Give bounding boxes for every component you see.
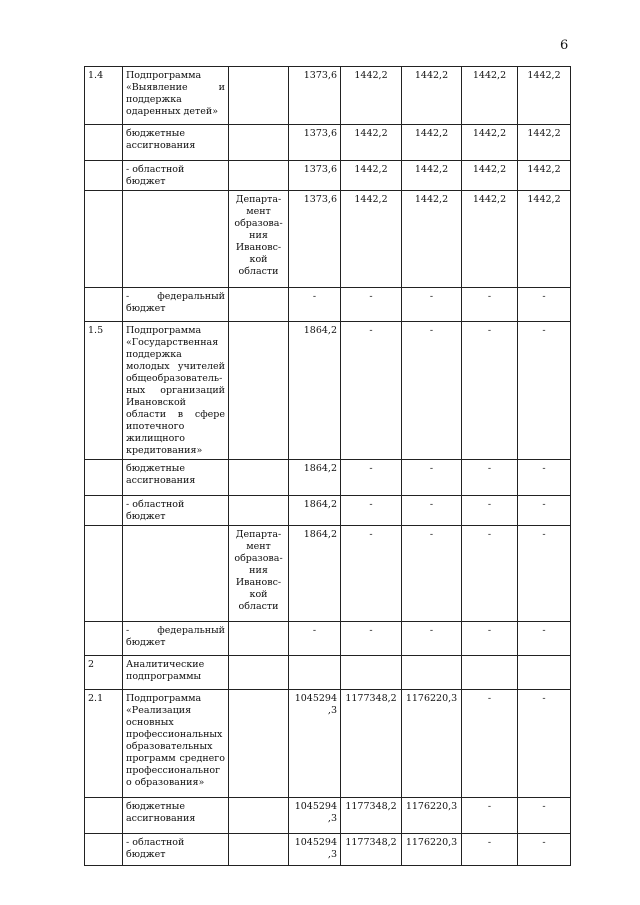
row-number bbox=[85, 526, 123, 622]
row-number bbox=[85, 460, 123, 496]
value-cell: 1442,2 bbox=[402, 161, 462, 191]
value-cell: 1442,2 bbox=[518, 191, 571, 288]
value-cell: - bbox=[402, 460, 462, 496]
value-cell: - bbox=[462, 690, 518, 798]
row-executor bbox=[229, 125, 289, 161]
value-cell: - bbox=[462, 496, 518, 526]
row-name: - областной бюджет bbox=[123, 496, 229, 526]
value-cell: 1442,2 bbox=[402, 191, 462, 288]
table-row bbox=[85, 526, 571, 622]
value-cell: - bbox=[341, 460, 402, 496]
value-cell: 1864,2 bbox=[289, 496, 341, 526]
row-executor: Департа-мент образова-ния Ивановс-кой области bbox=[229, 191, 289, 288]
row-number bbox=[85, 834, 123, 866]
value-cell: - bbox=[341, 288, 402, 322]
row-executor bbox=[229, 496, 289, 526]
row-executor bbox=[229, 460, 289, 496]
row-number bbox=[85, 125, 123, 161]
row-name: - областной бюджет bbox=[123, 834, 229, 866]
value-cell: - bbox=[462, 460, 518, 496]
value-cell: 1442,2 bbox=[402, 67, 462, 125]
value-cell: - bbox=[518, 690, 571, 798]
row-executor bbox=[229, 322, 289, 460]
row-name: - федеральный бюджет bbox=[123, 288, 229, 322]
value-cell: - bbox=[341, 622, 402, 656]
table-row bbox=[85, 834, 571, 866]
value-cell bbox=[462, 656, 518, 690]
row-number bbox=[85, 622, 123, 656]
row-name: Подпрограмма «Реализация основных профессиональных образовательных программ среднего профессионального образования» bbox=[123, 690, 229, 798]
value-cell: 1864,2 bbox=[289, 460, 341, 496]
row-number bbox=[85, 191, 123, 288]
value-cell: - bbox=[341, 526, 402, 622]
value-cell: 1045294,3 bbox=[289, 834, 341, 866]
row-name bbox=[123, 526, 229, 622]
table-row bbox=[85, 125, 571, 161]
value-cell: - bbox=[518, 526, 571, 622]
table-row bbox=[85, 656, 571, 690]
table-row bbox=[85, 161, 571, 191]
value-cell: 1442,2 bbox=[462, 125, 518, 161]
value-cell: - bbox=[518, 460, 571, 496]
value-cell: 1373,6 bbox=[289, 67, 341, 125]
value-cell: 1176220,3 bbox=[402, 798, 462, 834]
value-cell bbox=[402, 656, 462, 690]
table-row bbox=[85, 322, 571, 460]
value-cell: 1177348,2 bbox=[341, 798, 402, 834]
row-executor: Департа-мент образова-ния Ивановс-кой области bbox=[229, 526, 289, 622]
value-cell: 1045294,3 bbox=[289, 798, 341, 834]
row-executor bbox=[229, 798, 289, 834]
value-cell: - bbox=[518, 322, 571, 460]
table-row bbox=[85, 67, 571, 125]
value-cell bbox=[341, 656, 402, 690]
row-executor bbox=[229, 161, 289, 191]
value-cell: 1176220,3 bbox=[402, 690, 462, 798]
value-cell: 1864,2 bbox=[289, 322, 341, 460]
row-name: - федеральный бюджет bbox=[123, 622, 229, 656]
value-cell: - bbox=[462, 622, 518, 656]
value-cell: - bbox=[402, 322, 462, 460]
value-cell: 1442,2 bbox=[341, 191, 402, 288]
value-cell bbox=[518, 656, 571, 690]
value-cell: 1442,2 bbox=[341, 125, 402, 161]
page-number: 6 bbox=[560, 38, 569, 53]
table-row bbox=[85, 798, 571, 834]
value-cell: 1373,6 bbox=[289, 191, 341, 288]
value-cell: - bbox=[402, 622, 462, 656]
value-cell: - bbox=[341, 496, 402, 526]
value-cell: 1442,2 bbox=[341, 161, 402, 191]
table-row bbox=[85, 496, 571, 526]
value-cell: - bbox=[518, 622, 571, 656]
value-cell: 1442,2 bbox=[402, 125, 462, 161]
table-row bbox=[85, 622, 571, 656]
row-name: - областной бюджет bbox=[123, 161, 229, 191]
row-number bbox=[85, 798, 123, 834]
row-number: 2.1 bbox=[85, 690, 123, 798]
row-name: бюджетные ассигнования bbox=[123, 798, 229, 834]
row-name: бюджетные ассигнования bbox=[123, 125, 229, 161]
value-cell: - bbox=[289, 288, 341, 322]
value-cell: - bbox=[462, 526, 518, 622]
row-name: бюджетные ассигнования bbox=[123, 460, 229, 496]
value-cell: - bbox=[518, 798, 571, 834]
row-number: 1.5 bbox=[85, 322, 123, 460]
value-cell: 1177348,2 bbox=[341, 834, 402, 866]
value-cell: - bbox=[341, 322, 402, 460]
value-cell: - bbox=[289, 622, 341, 656]
table-row bbox=[85, 191, 571, 288]
value-cell: 1442,2 bbox=[518, 161, 571, 191]
row-executor bbox=[229, 67, 289, 125]
row-executor bbox=[229, 288, 289, 322]
value-cell: - bbox=[518, 288, 571, 322]
value-cell: 1177348,2 bbox=[341, 690, 402, 798]
row-name: Подпрограмма «Государственная поддержка молодых учителей общеобразователь-ных организаций Ивановской области в сфере ипотечного жилищного кредитования» bbox=[123, 322, 229, 460]
value-cell: 1373,6 bbox=[289, 125, 341, 161]
value-cell bbox=[289, 656, 341, 690]
value-cell: 1373,6 bbox=[289, 161, 341, 191]
value-cell: 1045294,3 bbox=[289, 690, 341, 798]
value-cell: 1442,2 bbox=[518, 125, 571, 161]
value-cell: 1176220,3 bbox=[402, 834, 462, 866]
value-cell: - bbox=[402, 496, 462, 526]
row-number bbox=[85, 161, 123, 191]
budget-table bbox=[84, 66, 571, 866]
row-executor bbox=[229, 656, 289, 690]
value-cell: - bbox=[462, 798, 518, 834]
row-number: 1.4 bbox=[85, 67, 123, 125]
table-row bbox=[85, 288, 571, 322]
value-cell: 1442,2 bbox=[462, 67, 518, 125]
table-row bbox=[85, 460, 571, 496]
row-executor bbox=[229, 690, 289, 798]
value-cell: - bbox=[402, 288, 462, 322]
row-number bbox=[85, 496, 123, 526]
value-cell: 1442,2 bbox=[462, 161, 518, 191]
row-name: Подпрограмма «Выявление и поддержка одаренных детей» bbox=[123, 67, 229, 125]
table-row bbox=[85, 690, 571, 798]
value-cell: - bbox=[402, 526, 462, 622]
row-executor bbox=[229, 622, 289, 656]
row-name: Аналитические подпрограммы bbox=[123, 656, 229, 690]
value-cell: 1864,2 bbox=[289, 526, 341, 622]
row-name bbox=[123, 191, 229, 288]
value-cell: - bbox=[462, 288, 518, 322]
value-cell: - bbox=[518, 834, 571, 866]
value-cell: - bbox=[518, 496, 571, 526]
row-executor bbox=[229, 834, 289, 866]
value-cell: - bbox=[462, 322, 518, 460]
value-cell: 1442,2 bbox=[518, 67, 571, 125]
row-number: 2 bbox=[85, 656, 123, 690]
value-cell: 1442,2 bbox=[341, 67, 402, 125]
value-cell: - bbox=[462, 834, 518, 866]
row-number bbox=[85, 288, 123, 322]
value-cell: 1442,2 bbox=[462, 191, 518, 288]
